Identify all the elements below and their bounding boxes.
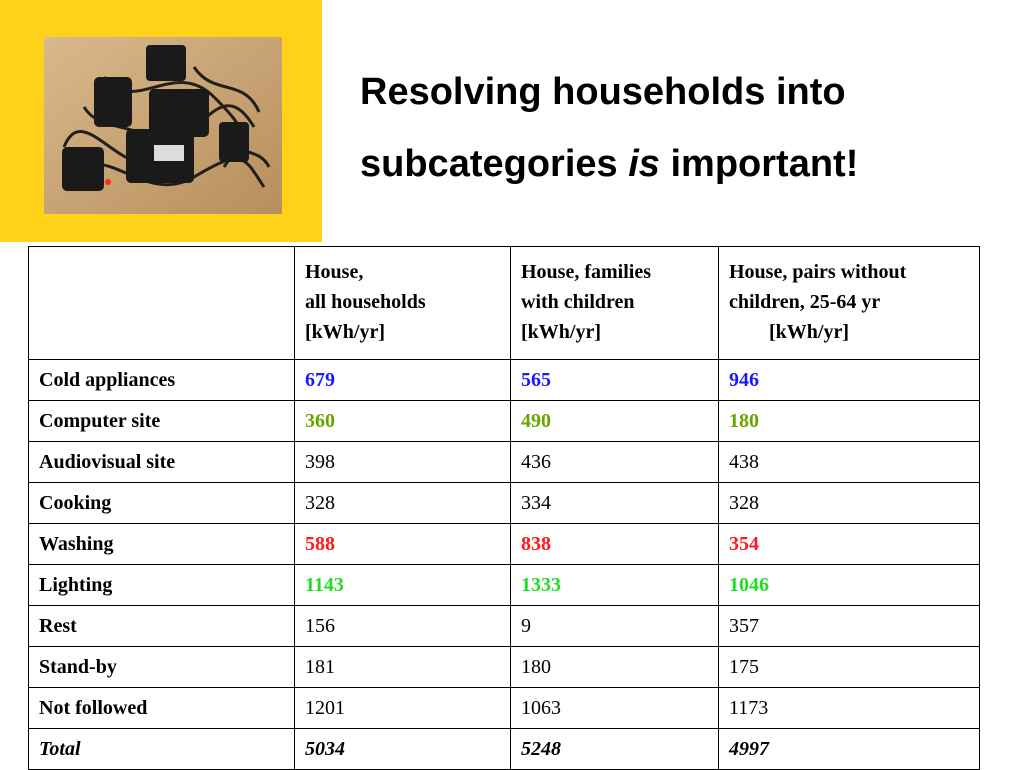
table-cell: 490 — [511, 401, 719, 442]
table-row — [29, 483, 980, 524]
table-row — [29, 647, 980, 688]
row-label: Audiovisual site — [29, 442, 295, 483]
table-row — [29, 565, 980, 606]
table-cell: 1143 — [295, 565, 511, 606]
header-col-2: House, families with children [kWh/yr] — [511, 247, 719, 360]
table-row — [29, 442, 980, 483]
title-line-2: subcategories is important! — [360, 143, 859, 185]
table-cell: 588 — [295, 524, 511, 565]
table-cell: 175 — [719, 647, 980, 688]
table-cell: 328 — [719, 483, 980, 524]
title-line-1: Resolving households into — [360, 71, 846, 113]
header-col-1: House, all households [kWh/yr] — [295, 247, 511, 360]
table-row — [29, 688, 980, 729]
table-cell: 946 — [719, 360, 980, 401]
table-cell: 5034 — [295, 729, 511, 770]
table-row-total — [29, 729, 980, 770]
table-cell: 838 — [511, 524, 719, 565]
table-cell: 565 — [511, 360, 719, 401]
table-cell: 156 — [295, 606, 511, 647]
row-label: Rest — [29, 606, 295, 647]
row-label: Total — [29, 729, 295, 770]
table-row — [29, 606, 980, 647]
table-cell: 180 — [719, 401, 980, 442]
row-label: Not followed — [29, 688, 295, 729]
table-cell: 398 — [295, 442, 511, 483]
table-cell: 1046 — [719, 565, 980, 606]
energy-consumption-table — [28, 246, 980, 770]
table-cell: 181 — [295, 647, 511, 688]
table-cell: 354 — [719, 524, 980, 565]
table-header — [29, 247, 980, 360]
header-col-3: House, pairs without children, 25-64 yr [kWh/yr] — [719, 247, 980, 360]
table-cell: 1063 — [511, 688, 719, 729]
table-cell: 4997 — [719, 729, 980, 770]
table-cell: 9 — [511, 606, 719, 647]
table-cell: 334 — [511, 483, 719, 524]
table-cell: 1173 — [719, 688, 980, 729]
row-label: Stand-by — [29, 647, 295, 688]
table-cell: 5248 — [511, 729, 719, 770]
row-label: Computer site — [29, 401, 295, 442]
table-row — [29, 401, 980, 442]
table-cell: 328 — [295, 483, 511, 524]
table-cell: 1201 — [295, 688, 511, 729]
table-cell: 180 — [511, 647, 719, 688]
table-row — [29, 524, 980, 565]
table-cell: 360 — [295, 401, 511, 442]
table-cell: 438 — [719, 442, 980, 483]
table-row — [29, 360, 980, 401]
power-adapters-image — [44, 37, 282, 214]
row-label: Cooking — [29, 483, 295, 524]
header-empty — [29, 247, 295, 360]
row-label: Washing — [29, 524, 295, 565]
table-cell: 1333 — [511, 565, 719, 606]
row-label: Cold appliances — [29, 360, 295, 401]
table-cell: 357 — [719, 606, 980, 647]
row-label: Lighting — [29, 565, 295, 606]
power-adapters-photo — [44, 37, 282, 214]
table-cell: 679 — [295, 360, 511, 401]
slide-title — [360, 56, 1000, 200]
table-body — [29, 360, 980, 770]
table-cell: 436 — [511, 442, 719, 483]
